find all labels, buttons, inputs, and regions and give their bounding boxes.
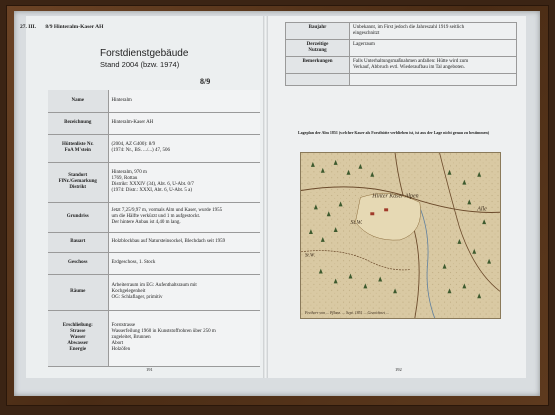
row-label <box>286 57 350 74</box>
row-value <box>108 112 260 134</box>
info-row <box>286 74 517 86</box>
map-label-stw-1: St.W. <box>350 220 363 227</box>
row-value <box>108 252 260 274</box>
row-label <box>286 40 350 57</box>
row-value <box>108 232 260 252</box>
row-label <box>286 74 350 86</box>
row-label <box>286 23 350 40</box>
row-value-line: Falls Unterhaltungsmaßnahmen anfallen: Hütte wird zum <box>353 59 469 64</box>
row-value-line: Erdgeschoss, 1. Stock <box>111 260 156 265</box>
row-label <box>48 232 108 252</box>
info-row <box>48 310 260 366</box>
map-label-stw-2: St.W. <box>304 253 315 259</box>
row-label-line: Räume <box>70 289 86 294</box>
row-value-line: zugeleitet, Brunnen <box>111 335 151 340</box>
row-label <box>48 90 108 112</box>
row-label-line: Standort <box>68 173 88 178</box>
row-value-line: Holzöfen <box>111 347 131 352</box>
map-label-alle: Alle <box>477 206 487 213</box>
row-value-line: Hinteralm-Kaser AH <box>111 120 154 125</box>
row-label-line: Erschließung: <box>62 323 93 328</box>
row-value <box>108 274 260 310</box>
row-value <box>108 202 260 232</box>
row-label-line: Hüttenliste Nr. <box>62 142 94 147</box>
row-value-line: Holzblockbau auf Natursteinsockel, Blechdach seit 1959 <box>111 239 226 244</box>
map-caption: Lageplan der Alm 1851 (welcher Kaser als Forsthütte verblieben ist, ist aus der Lage nicht genau zu bestimmen) <box>298 130 490 135</box>
row-value-line: (1974: Nr., BS. .../...) 47, 506 <box>111 148 170 153</box>
row-label-line: Derzeitige <box>306 42 329 47</box>
row-value <box>350 74 517 86</box>
row-label-line: Geschoss <box>68 260 88 265</box>
row-value-line: Hinteralm <box>111 97 132 103</box>
row-label <box>48 162 108 202</box>
row-label-line: Baujahr <box>308 25 327 30</box>
row-label-line: Bemerkungen <box>302 59 333 64</box>
row-value-line: Verkauf, Abbruch evtl. Wiederaufbau im Tal angeboten. <box>353 65 465 70</box>
row-value-line: Kochgelegenheit <box>111 289 146 294</box>
row-value-line: (1974: Distr.: XXXI, Abt. 6, U-Abt. 5 a) <box>111 188 193 193</box>
row-label-line: Bezeichnung <box>64 120 92 125</box>
section-number: 27. III. <box>20 24 37 30</box>
right-page-number: 192 <box>395 367 402 372</box>
info-row <box>48 252 260 274</box>
page-subtitle: Stand 2004 (bzw. 1974) <box>100 60 180 69</box>
row-value-line: Lagerraum <box>353 42 375 47</box>
entry-code: 8/9 <box>200 77 211 86</box>
left-page-header <box>20 24 111 30</box>
info-row <box>48 162 260 202</box>
historic-site-map <box>300 152 501 319</box>
map-label-alm: Hinter Kaser Alpen <box>372 193 419 200</box>
row-value-line: Distrikt: XXXIV (34), Abt. 6, U-Abt. 0/7 <box>111 182 194 187</box>
row-value-line: Wasserfeilung 1960 in Kunststoffrohren über 250 m <box>111 329 216 334</box>
row-label-line: FlNr./Gemarkung <box>58 179 97 184</box>
info-row <box>48 134 260 162</box>
row-label-line: Strasse <box>70 329 86 334</box>
row-value <box>108 90 260 112</box>
building-info-table <box>48 90 260 367</box>
row-label-line: Grundriss <box>66 214 89 219</box>
row-label <box>48 310 108 366</box>
row-value-line: eingeschnitzt <box>353 31 380 36</box>
row-label <box>48 134 108 162</box>
row-label-line: Distrikt <box>69 185 87 190</box>
row-label <box>48 274 108 310</box>
row-value <box>108 310 260 366</box>
row-value-line: um die Hälfte verkürzt und 1 m aufgestockt. <box>111 214 201 219</box>
row-value-line: Arbeiterraum im EG: Aufenthaltsraum mit <box>111 283 197 288</box>
left-page-number: 191 <box>146 367 153 372</box>
row-value-line: Unbekannt, im First jedoch die Jahreszahl 1919 seitlich <box>353 25 465 30</box>
row-value-line: (2004, AZ G400): 8/9 <box>111 142 156 147</box>
row-label <box>48 252 108 274</box>
map-legend-note: Freiherr von ... Pflanz. ... Sept. 1851 ... Gezeichnet ... <box>304 310 389 316</box>
info-row <box>48 112 260 134</box>
info-row <box>48 202 260 232</box>
info-row <box>48 274 260 310</box>
row-label-line: Nutzung <box>308 48 327 53</box>
row-value <box>350 57 517 74</box>
row-value <box>350 40 517 57</box>
info-row <box>48 90 260 112</box>
row-value-line: Der hintere Anbau ist 4,40 m lang. <box>111 220 181 225</box>
row-label <box>48 202 108 232</box>
building-info-table-continued <box>285 22 517 86</box>
info-row <box>48 232 260 252</box>
header-name: 8/9 Hinteralm-Kaser AH <box>45 24 104 30</box>
row-value-line: Hinteralm, 970 m <box>111 170 147 175</box>
row-value <box>108 134 260 162</box>
row-label-line: Name <box>71 97 84 103</box>
info-row <box>286 40 517 57</box>
row-label-line: Wasser <box>69 335 86 340</box>
info-row <box>286 23 517 40</box>
row-label-line: Energie <box>69 347 87 352</box>
row-value <box>108 162 260 202</box>
row-label-line: FoA M'stein <box>64 148 91 153</box>
row-value-line: Forststrasse <box>111 323 136 328</box>
row-label <box>48 112 108 134</box>
row-value-line: Jetzt 7,25/9,97 m, vormals Alm und Kaser, wurde 1955 <box>111 208 223 213</box>
row-value <box>350 23 517 40</box>
page-title: Forstdienstgebäude <box>100 48 189 59</box>
row-label-line: Abwasser <box>67 341 89 346</box>
row-label-line: Bauart <box>70 239 86 244</box>
row-value-line: OG: Schlaflager, primitiv <box>111 295 163 300</box>
info-row <box>286 57 517 74</box>
row-value-line: 1769, Rottau <box>111 176 138 181</box>
row-value-line: Abort <box>111 341 124 346</box>
